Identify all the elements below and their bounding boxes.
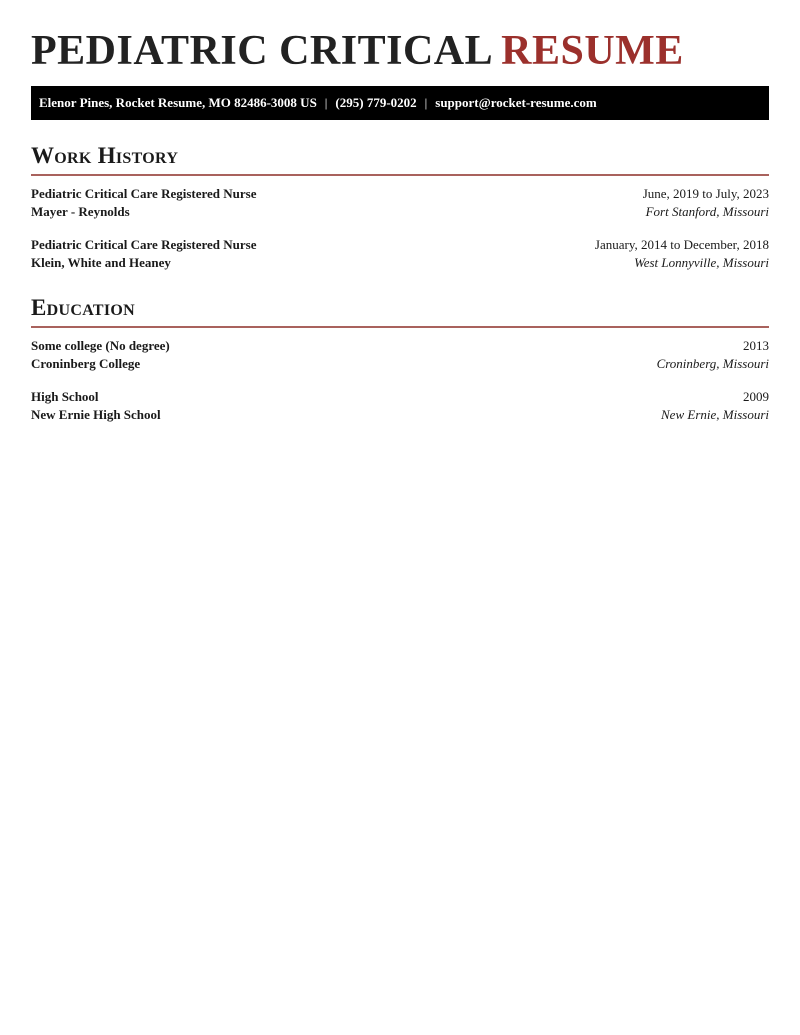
education-location: Croninberg, Missouri [656,356,769,371]
contact-separator: | [424,95,428,110]
education-degree: High School [31,389,99,404]
contact-email: support@rocket-resume.com [435,95,597,110]
section-title-work-history: Work History [31,143,179,168]
contact-bar [31,86,769,120]
job-employer: Mayer - Reynolds [31,204,130,219]
job-dates: January, 2014 to December, 2018 [594,237,769,252]
education-school: Croninberg College [31,356,141,371]
education-entry [31,388,769,424]
section-title-education: Education [31,295,135,320]
title-resume: RESUME [501,28,684,74]
title-job: PEDIATRIC CRITICAL [31,28,494,74]
job-location: Fort Stanford, Missouri [645,204,769,219]
education-year: 2013 [743,338,769,353]
education-year: 2009 [743,389,769,404]
work-history-section [31,142,769,272]
education-school: New Ernie High School [31,407,161,422]
education-section [31,294,769,424]
job-position: Pediatric Critical Care Registered Nurse [31,186,257,201]
work-entry [31,185,769,221]
education-degree: Some college (No degree) [31,338,170,353]
section-divider [31,174,769,176]
section-divider [31,326,769,328]
resume-title [31,0,769,86]
contact-separator: | [324,95,328,110]
contact-address: Elenor Pines, Rocket Resume, MO 82486-3008 US [39,95,317,110]
education-entry [31,337,769,373]
job-position: Pediatric Critical Care Registered Nurse [31,237,257,252]
work-entry [31,236,769,272]
education-location: New Ernie, Missouri [661,407,769,422]
job-location: West Lonnyville, Missouri [634,255,769,270]
contact-phone: (295) 779-0202 [335,95,417,110]
job-dates: June, 2019 to July, 2023 [642,186,769,201]
job-employer: Klein, White and Heaney [31,255,171,270]
